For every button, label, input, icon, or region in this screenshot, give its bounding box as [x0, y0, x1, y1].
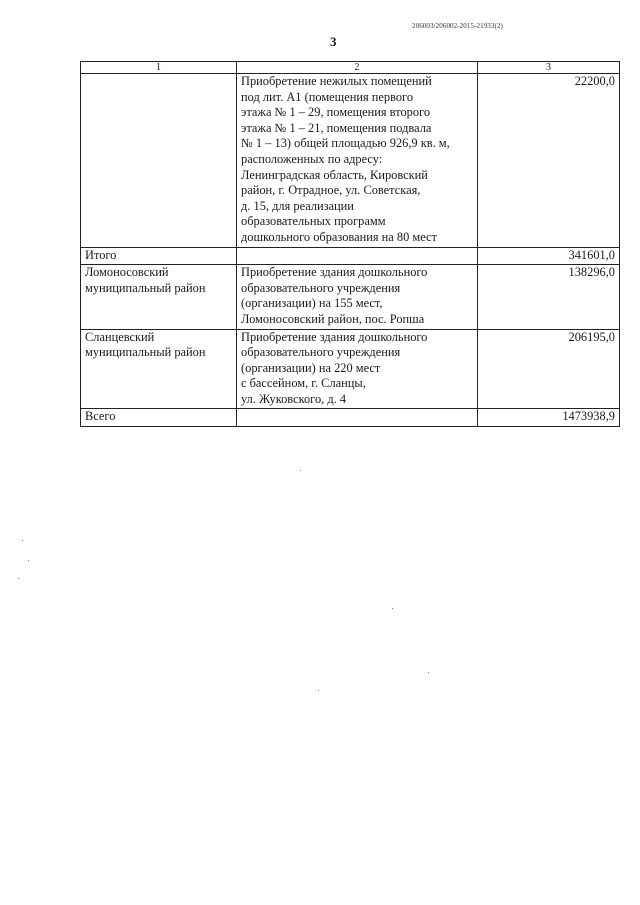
purchase-description-cell: Приобретение нежилых помещений под лит. А1 (помещения первого этажа № 1 – 29, помещения второго этажа № 1 – 21, помещения подвала № 1 – 13) общей площадью 926,9 кв. м, расположенных по адресу: Ленинградская область, Кировский район, г. Отрадное, ул. Советская, д. 15, для реализации образовательных программ дошкольного образования на 80 мест [237, 74, 478, 248]
purchase-description-cell: Приобретение здания дошкольного образовательного учреждения (организации) на 220 мест с бассейном, г. Сланцы, ул. Жуковского, д. 4 [237, 329, 478, 409]
scan-speck [28, 560, 29, 561]
page-number: 3 [330, 34, 337, 49]
scan-speck [300, 470, 301, 471]
subtotal-row [81, 247, 620, 265]
column-header-2: 2 [237, 62, 478, 74]
subtotal-label: Итого [81, 247, 237, 265]
amount-cell: 206195,0 [478, 329, 620, 409]
scan-speck [18, 578, 19, 579]
scan-speck [318, 690, 319, 691]
subtotal-amount: 341601,0 [478, 247, 620, 265]
table-row [81, 329, 620, 409]
funding-table [80, 61, 620, 427]
municipality-cell [81, 74, 237, 248]
document-registration-number: 206003/206002-2015-21933(2) [412, 22, 503, 30]
column-header-1: 1 [81, 62, 237, 74]
amount-cell: 138296,0 [478, 265, 620, 329]
purchase-description-cell [237, 247, 478, 265]
scan-speck [428, 672, 429, 673]
amount-cell: 22200,0 [478, 74, 620, 248]
municipality-cell: Ломоносовский муниципальный район [81, 265, 237, 329]
purchase-description-cell [237, 409, 478, 427]
scan-speck [392, 608, 393, 609]
municipality-cell: Сланцевский муниципальный район [81, 329, 237, 409]
grand-total-row [81, 409, 620, 427]
scan-speck [22, 540, 23, 541]
purchase-description-cell: Приобретение здания дошкольного образовательного учреждения (организации) на 155 мест, Ломоносовский район, пос. Ропша [237, 265, 478, 329]
table-row [81, 265, 620, 329]
grand-total-amount: 1473938,9 [478, 409, 620, 427]
column-number-header-row [81, 62, 620, 74]
table-row [81, 74, 620, 248]
grand-total-label: Всего [81, 409, 237, 427]
column-header-3: 3 [478, 62, 620, 74]
